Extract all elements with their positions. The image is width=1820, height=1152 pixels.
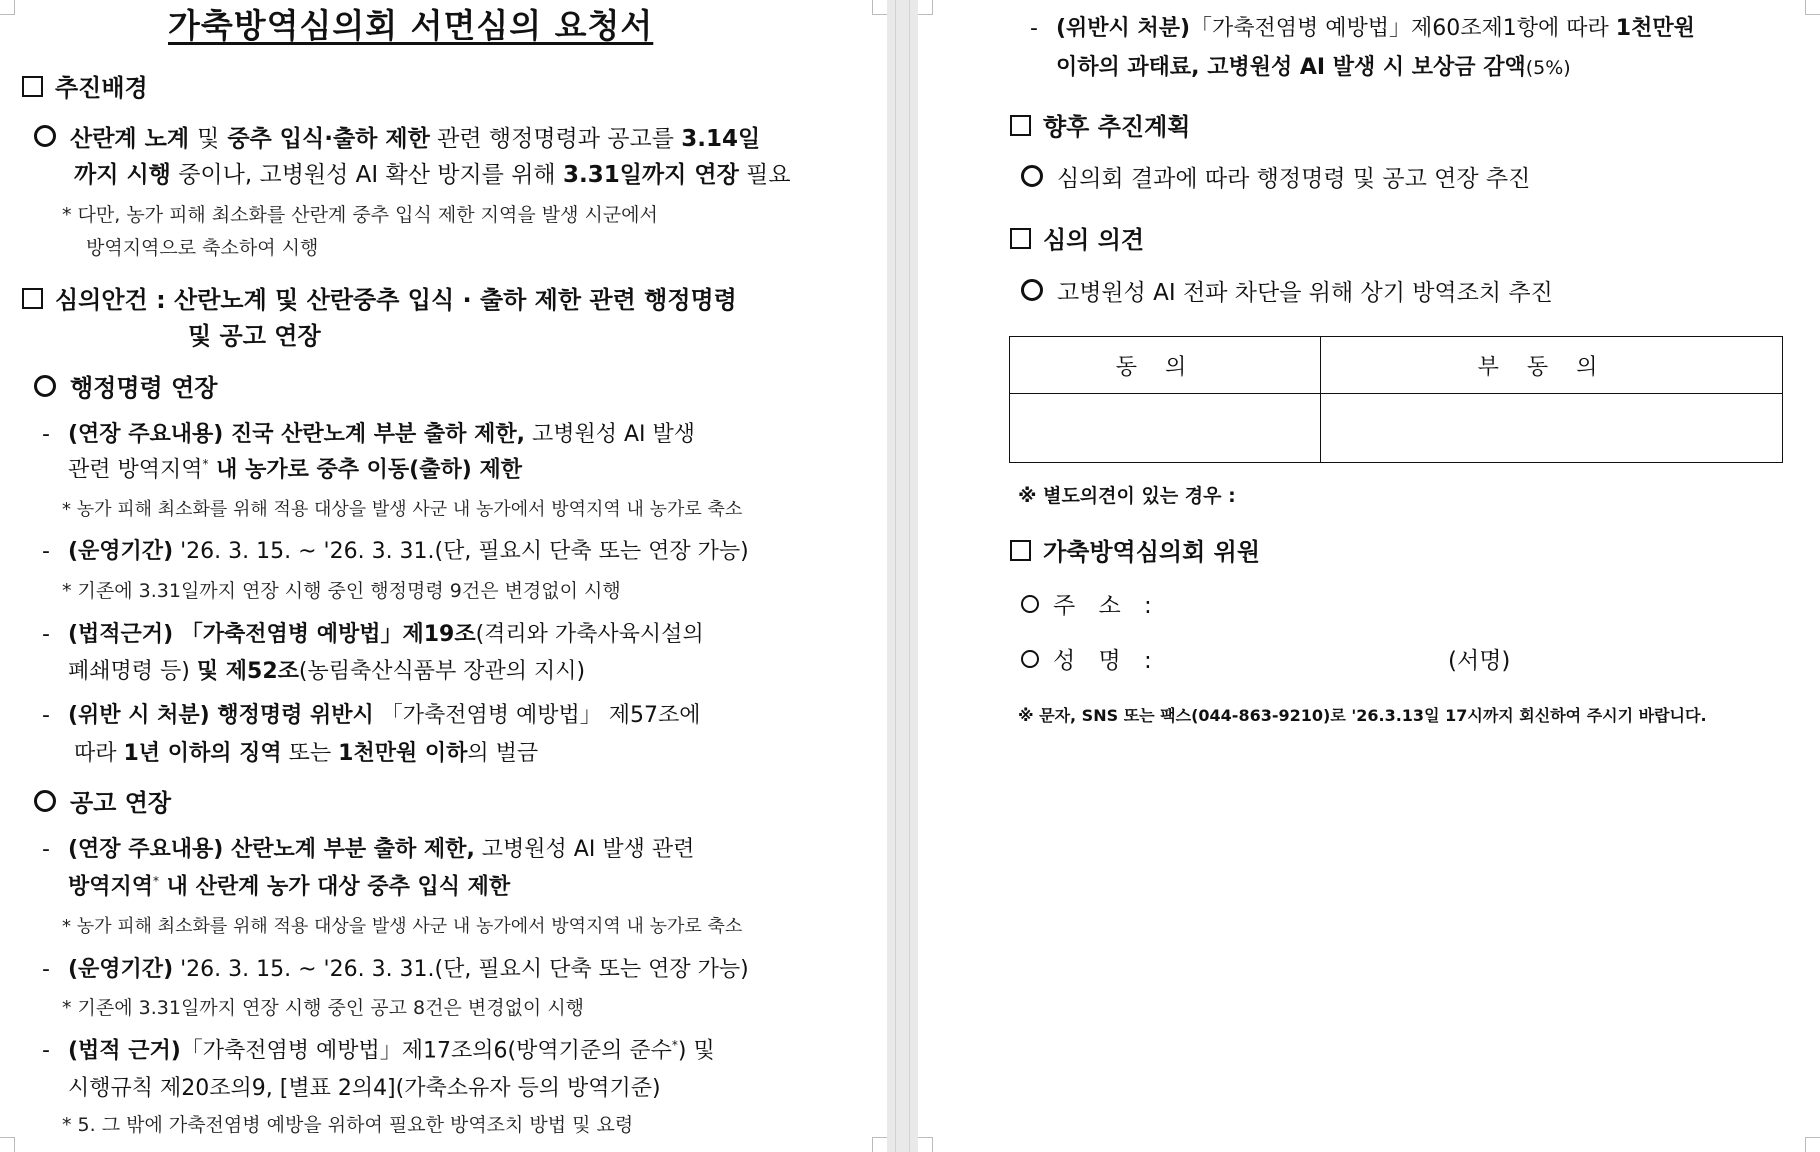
checkbox-square-icon [22, 288, 43, 309]
text: 1년 이하의 징역 [123, 741, 282, 766]
crop-mark [918, 1137, 933, 1152]
text: 폐쇄명령 등) [68, 659, 197, 684]
circle-bullet-icon [1021, 165, 1043, 187]
admin-item-period: - (운영기간) '26. 3. 15. ~ '26. 3. 31.(단, 필요시 단축 또는 연장 가능) [42, 539, 749, 564]
admin-item-period-note: * 기존에 3.31일까지 연장 시행 중인 행정명령 9건은 변경없이 시행 [62, 580, 621, 602]
disagree-header: 부동의 [1321, 337, 1783, 394]
crop-mark [872, 0, 887, 15]
checkbox-square-icon [1010, 540, 1031, 561]
text: (연장 주요내용) 산란노계 부분 출하 제한, [68, 837, 475, 862]
section-heading-agenda-line2: 및 공고 연장 [188, 322, 321, 350]
admin-item-penalty-line1: - (위반 시 처분) 행정명령 위반시 「가축전염병 예방법」 제57조에 [42, 703, 701, 728]
text: 3.31일까지 연장 [562, 162, 739, 188]
crop-mark [1805, 0, 1820, 15]
background-bullet-line1 [34, 125, 760, 154]
crop-mark [0, 1137, 15, 1152]
text: (위반 시 처분) 행정명령 위반시 [68, 703, 374, 728]
text: 1천만원 이하 [338, 741, 468, 766]
section-label: 향후 추진계획 [1043, 113, 1191, 141]
disagree-cell[interactable] [1321, 394, 1783, 463]
checkbox-square-icon [1010, 115, 1031, 136]
text: 또는 [281, 741, 339, 766]
background-note-line2: 방역지역으로 축소하여 시행 [86, 237, 319, 259]
text: 따라 [74, 741, 124, 766]
circle-bullet-icon [34, 375, 56, 397]
text: 「가축전염병 예방법」 [173, 622, 403, 647]
notice-item-period-note: * 기존에 3.31일까지 연장 시행 중인 공고 8건은 변경없이 시행 [62, 997, 585, 1019]
notice-item-legal-line2: 시행규칙 제20조의9, [별표 2의4](가축소유자 등의 방역기준) [68, 1076, 661, 1101]
notice-item-content-line1: - (연장 주요내용) 산란노계 부분 출하 제한, 고병원성 AI 발생 관련 [42, 837, 695, 862]
subsection-label: 행정명령 연장 [70, 374, 218, 402]
notice-item-content-line2 [68, 874, 510, 901]
text: 및 제52조 [196, 659, 299, 684]
checkbox-square-icon [1010, 228, 1031, 249]
crop-mark [872, 1137, 887, 1152]
text: '26. 3. 15. ~ '26. 3. 31.(단, 필요시 단축 또는 연장 가능) [173, 957, 749, 982]
text: ) 및 [677, 1038, 715, 1064]
circle-bullet-icon [1021, 279, 1043, 301]
name-label: 성 명 : [1053, 648, 1160, 674]
crop-mark [918, 0, 933, 15]
text: 이하의 과태료, 고병원성 AI 발생 시 보상금 감액 [1056, 55, 1526, 80]
reply-footer-note: ※ 문자, SNS 또는 팩스(044-863-9210)로 '26.3.13일 17시까지 회신하여 주시기 바랍니다. [1018, 706, 1707, 725]
text: 관련 방역지역 [68, 457, 203, 483]
circle-bullet-icon [34, 125, 56, 147]
section-label: 심의 의견 [1043, 226, 1145, 254]
notice-item-legal-note: * 5. 그 밖에 가축전염병 예방을 위하여 필요한 방역조치 방법 및 요령 [62, 1114, 634, 1136]
subsection-label: 공고 연장 [70, 789, 172, 817]
text: (농림축산식품부 장관의 지시) [298, 659, 586, 684]
subsection-notice [34, 789, 171, 818]
text: (법적 근거) [68, 1038, 181, 1064]
admin-item-penalty-line2 [74, 741, 538, 767]
admin-item-legal-line2 [68, 659, 585, 685]
notice-item-legal-line1: - (법적 근거)「가축전염병 예방법」제17조의6(방역기준의 준수*) 및 [42, 1038, 715, 1064]
text: 중이나, 고병원성 AI 확산 방지를 위해 [170, 162, 563, 188]
text: 필요 [738, 162, 791, 188]
notice-item-content-note: * 농가 피해 최소화를 위해 적용 대상을 발생 사군 내 농가에서 방역지역 내 농가로 축소 [62, 916, 743, 937]
text: (운영기간) [68, 957, 174, 982]
text: (5%) [1525, 57, 1571, 79]
section-label: 가축방역심의회 위원 [1043, 538, 1261, 566]
text: (법적근거) [68, 622, 174, 647]
text: 고병원성 AI 발생 관련 [474, 837, 695, 862]
text: 의 벌금 [467, 741, 539, 766]
text: 「가축전염병 예방법」 제57조에 [373, 703, 701, 728]
address-row [1021, 593, 1160, 621]
text: 고병원성 AI 발생 [524, 422, 695, 447]
vote-table-body [1010, 394, 1783, 463]
admin-item-content-line1: - (연장 주요내용) 진국 산란노계 부분 출하 제한, 고병원성 AI 발생 [42, 422, 695, 447]
text: 내 산란계 농가 대상 중추 입식 제한 [159, 874, 511, 900]
text: (격리와 가축사육시설의 [475, 622, 704, 647]
vote-table [1009, 336, 1783, 463]
penalty-continued-line2 [1056, 55, 1571, 81]
opinion-bullet [1021, 279, 1553, 308]
crop-mark [0, 0, 15, 15]
section-heading-agenda [22, 286, 737, 315]
text: 3.14일 [681, 126, 761, 152]
text: 까지 시행 [74, 162, 171, 188]
text: (위반시 처분) [1056, 16, 1191, 41]
section-heading-opinion [1010, 226, 1144, 255]
notice-item-period: - (운영기간) '26. 3. 15. ~ '26. 3. 31.(단, 필요시 단축 또는 연장 가능) [42, 957, 749, 982]
text: (연장 주요내용) 진국 산란노계 부분 출하 제한, [68, 422, 525, 447]
page-gutter [887, 0, 918, 1152]
section-label: 심의안건 : 산란노계 및 산란중추 입식 · 출하 제한 관련 행정명령 [55, 286, 737, 314]
agree-cell[interactable] [1010, 394, 1321, 463]
text: 고병원성 AI 전파 차단을 위해 상기 방역조치 추진 [1057, 280, 1553, 306]
section-heading-background [22, 74, 148, 103]
text: * [153, 874, 160, 888]
circle-bullet-icon [1021, 595, 1039, 613]
circle-bullet-icon [1021, 650, 1039, 668]
section-heading-member [1010, 538, 1260, 567]
text: 관련 행정명령과 공고를 [429, 126, 682, 152]
text: 제19조 [402, 622, 476, 647]
plan-bullet [1021, 165, 1530, 194]
background-note-line1: * 다만, 농가 피해 최소화를 산란계 중추 입식 제한 지역을 발생 시군에서 [62, 204, 658, 226]
text: * [202, 457, 209, 471]
penalty-continued-line1: - (위반시 처분)「가축전염병 예방법」제60조제1항에 따라 1천만원 [1030, 16, 1695, 41]
circle-bullet-icon [34, 790, 56, 812]
checkbox-square-icon [22, 76, 43, 97]
signature-label: (서명) [1448, 648, 1511, 674]
text: 「가축전염병 예방법」제60조제1항에 따라 [1190, 16, 1616, 41]
vote-table-header [1010, 337, 1783, 394]
text: 방역지역 [68, 874, 154, 900]
admin-item-content-note: * 농가 피해 최소화를 위해 적용 대상을 발생 사군 내 농가에서 방역지역 내 농가로 축소 [62, 499, 743, 520]
document-title: 가축방역심의회 서면심의 요청서 [168, 6, 654, 45]
section-heading-plan [1010, 113, 1190, 142]
text: * [671, 1038, 678, 1052]
section-label: 추진배경 [55, 74, 148, 102]
address-label: 주 소 : [1053, 593, 1160, 619]
text: 및 [197, 126, 220, 152]
admin-item-content-line2 [68, 457, 522, 484]
agree-header: 동의 [1010, 337, 1321, 394]
text: 내 농가로 중추 이동(출하) 제한 [208, 457, 522, 483]
text: 1천만원 [1615, 16, 1695, 41]
text: 심의회 결과에 따라 행정명령 및 공고 연장 추진 [1057, 166, 1531, 192]
text: 중추 입식·출하 제한 [219, 126, 430, 152]
background-bullet-line2 [74, 162, 791, 190]
text: (운영기간) [68, 539, 174, 564]
text: 「가축전염병 예방법」제17조의6(방역기준의 준수 [180, 1038, 672, 1064]
name-row [1021, 648, 1160, 676]
admin-item-legal-line1: - (법적근거) 「가축전염병 예방법」제19조(격리와 가축사육시설의 [42, 622, 704, 647]
subsection-admin-order [34, 374, 217, 403]
text: '26. 3. 15. ~ '26. 3. 31.(단, 필요시 단축 또는 연장 가능) [173, 539, 749, 564]
separate-opinion-note: ※ 별도의견이 있는 경우 : [1018, 485, 1236, 507]
text: 산란계 노계 [70, 126, 198, 152]
crop-mark [1805, 1137, 1820, 1152]
